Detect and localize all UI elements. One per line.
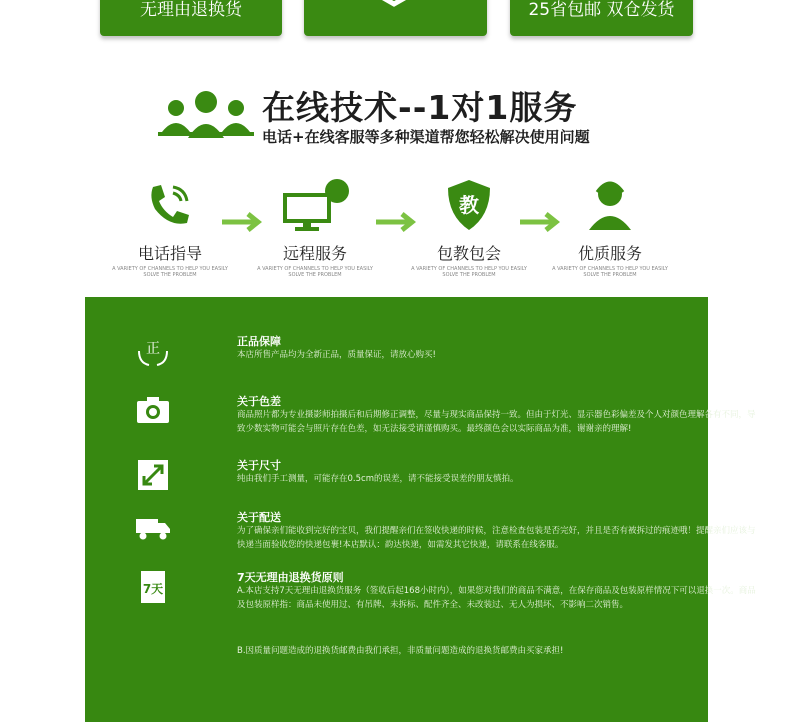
page-subtitle: 电话+在线客服等多种渠道帮您轻松解决使用问题: [262, 128, 590, 146]
step-label: 包教包会: [436, 244, 501, 263]
item-title: 关于色差: [237, 395, 281, 408]
phone-icon: [145, 181, 195, 229]
resize-icon: [135, 457, 171, 493]
item-title: 正品保障: [237, 335, 281, 348]
item-body-secondary: B.因质量问题造成的退换货邮费由我们承担，非质量问题造成的退换货邮费由买家承担!: [237, 646, 564, 656]
shipping-button[interactable]: [510, 0, 693, 36]
step-caption: A VARIETY OF CHANNELS TO HELP YOU EASILY SOLVE THE PROBLEM: [112, 266, 228, 278]
page-title: 在线技术--1对1服务: [262, 88, 578, 127]
remote-monitor-icon: [275, 177, 355, 233]
step-caption: A VARIETY OF CHANNELS TO HELP YOU EASILY SOLVE THE PROBLEM: [257, 266, 373, 278]
step-label: 电话指导: [137, 244, 202, 263]
item-title: 关于配送: [237, 511, 281, 524]
shipping-label: 25省包邮 双仓发货: [528, 0, 675, 20]
step-phone: [105, 175, 235, 278]
step-teach: [404, 175, 534, 278]
service-agent-icon: [585, 178, 635, 232]
item-body: 为了确保亲们能收到完好的宝贝，我们提醒亲们在签收快递的时候，注意检查包装是否完好，并且是否有被拆过的痕迹哦！提醒亲们应该与快递当面验收您的快递包裹!本店默认：韵达快递，如需发其它快递，请联系在线客服。: [237, 526, 756, 550]
item-body: A.本店支持7天无理由退换货服务（签收后起168小时内），如果您对我们的商品不满意，在保存商品及包装原样情况下可以退换一次。商品及包装原样指：商品未使用过、有吊牌、未拆标、配件齐全、未改装过、无人为损坏、不影响二次销售。: [237, 586, 756, 610]
item-body: 本店所售产品均为全新正品，质量保证，请放心购买!: [237, 350, 436, 360]
item-body: 纯由我们手工测量，可能存在0.5cm的误差，请不能接受误差的朋友慎拍。: [237, 474, 519, 484]
step-caption: A VARIETY OF CHANNELS TO HELP YOU EASILY SOLVE THE PROBLEM: [411, 266, 527, 278]
shield-icon: [364, 0, 424, 8]
step-caption: A VARIETY OF CHANNELS TO HELP YOU EASILY SOLVE THE PROBLEM: [552, 266, 668, 278]
customer-service-group-icon: [158, 88, 254, 138]
return-policy-label: 无理由退换货: [140, 0, 242, 20]
step-quality: [545, 175, 675, 278]
genuine-mark-text: 正: [146, 341, 160, 357]
genuine-hands-icon: [135, 333, 171, 369]
seven-day-mark-text: 7天: [142, 582, 164, 596]
step-label: 远程服务: [282, 244, 347, 263]
info-panel: [85, 297, 756, 722]
truck-icon: [135, 509, 171, 545]
teach-badge-text: 教: [459, 193, 479, 217]
item-title: 7天无理由退换货原则: [237, 571, 344, 584]
return-policy-button[interactable]: [100, 0, 282, 36]
item-title: 关于尺寸: [237, 459, 281, 472]
seven-day-return-icon: [135, 569, 171, 605]
guarantee-button[interactable]: [304, 0, 487, 36]
teach-shield-icon: [444, 178, 494, 232]
camera-icon: [135, 393, 171, 429]
item-body: 商品照片都为专业摄影师拍摄后和后期修正调整，尽量与现实商品保持一致。但由于灯光、显示器色彩偏差及个人对颜色理解各有不同，导致少数实物可能会与照片存在色差，如无法接受请谨慎购买。最终颜色会以实际商品为准，谢谢亲的理解!: [237, 410, 756, 434]
step-remote: [250, 175, 380, 278]
step-label: 优质服务: [577, 244, 642, 263]
